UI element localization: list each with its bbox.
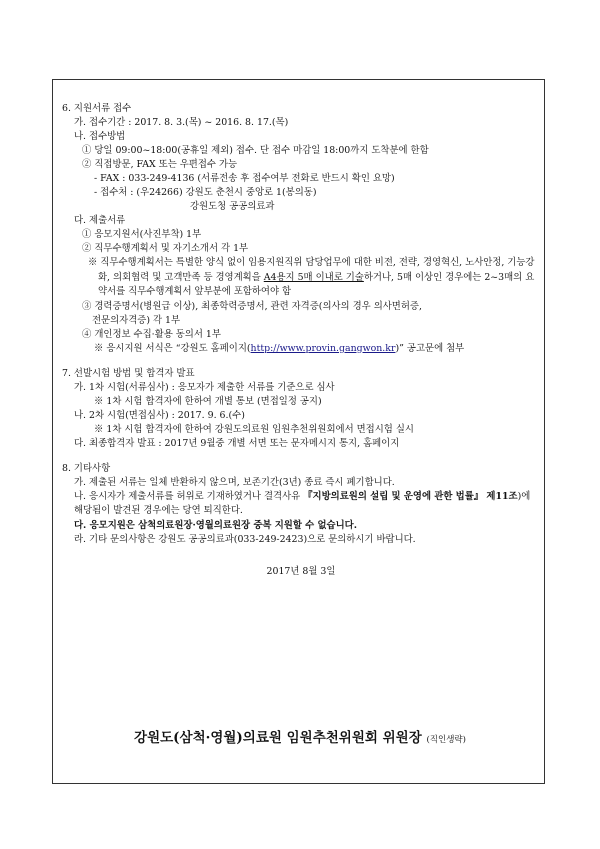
second-exam: 나. 2차 시험(면접심사) : 2017. 9. 6.(수) <box>74 409 245 421</box>
method-2: ② 직접방문, FAX 또는 우편접수 가능 <box>82 159 238 170</box>
doc-1: ① 응모지원서(사진부착) 1부 <box>82 229 202 240</box>
final-announcement: 다. 최종합격자 발표 : 2017년 9월중 개별 서면 또는 문자메시지 통지, 홈페이지 <box>74 437 400 449</box>
document-body <box>62 102 540 579</box>
fax-info: - FAX : 033-249-4136 (서류전송 후 접수여부 전화로 반드시 확인 요망) <box>94 173 395 184</box>
doc-3: ③ 경력증명서(병원급 이상), 최종학력증명서, 관련 자격증(의사의 경우 의사면허증, <box>82 300 422 312</box>
first-exam: 가. 1차 시험(서류심사) : 응모자가 제출한 서류를 기준으로 심사 <box>74 381 335 393</box>
misc-item-b: 나. 응시자가 제출서류를 허위로 기재하였거나 결격사유 『지방의료원의 설립 및 운영에 관한 법률』 제11조)에 해당됨이 발견된 경우에는 당연 퇴직한다. <box>74 490 531 516</box>
seal-omitted: (직인생략) <box>426 735 466 745</box>
document-date: 2017년 8월 3일 <box>266 565 336 577</box>
doc-3-continued: 전문의자격증) 각 1부 <box>92 314 181 326</box>
doc-2: ② 직무수행계획서 및 자기소개서 각 1부 <box>82 243 249 254</box>
doc-4: ④ 개인정보 수집·활용 동의서 1부 <box>82 328 221 340</box>
department: 강원도청 공공의료과 <box>190 201 275 212</box>
docs-title: 다. 제출서류 <box>74 215 126 226</box>
section8-heading: 8. 기타사항 <box>62 462 111 474</box>
misc-item-d: 라. 기타 문의사항은 강원도 공공의료과(033-249-2423)으로 문의하시기 바랍니다. <box>74 533 416 545</box>
address-info: - 접수처 : (우24266) 강원도 춘천시 중앙로 1(봉의동) <box>94 187 317 198</box>
homepage-link[interactable]: http://www.provin.gangwon.kr <box>250 342 396 354</box>
misc-item-a: 가. 제출된 서류는 일체 반환하지 않으며, 보존기간(3년) 종료 즉시 폐기합니다. <box>74 476 395 488</box>
section7-heading: 7. 선발시험 방법 및 합격자 발표 <box>62 367 195 379</box>
section6-heading: 6. 지원서류 접수 <box>62 103 132 114</box>
second-exam-note: ※ 1차 시험 합격자에 한하여 강원도의료원 임원추천위원회에서 면접시험 실시 <box>94 423 414 435</box>
form-note: ※ 응시지원 서식은 “강원도 홈페이지(http://www.provin.gangwon.kr)” 공고문에 첨부 <box>94 342 465 354</box>
misc-item-c: 다. 응모지원은 삼척의료원장·영월의료원장 중복 지원할 수 없습니다. <box>74 519 357 531</box>
signature-block <box>0 726 600 746</box>
application-period: 가. 접수기간 : 2017. 8. 3.(목) ~ 2016. 8. 17.(목) <box>74 117 289 128</box>
first-exam-note: ※ 1차 시험 합격자에 한하여 개별 통보 (면접일정 공지) <box>94 395 322 407</box>
signature-title: 강원도(삼척·영월)의료원 임원추천위원회 위원장 <box>134 730 422 746</box>
method-title: 나. 접수방법 <box>74 131 126 142</box>
doc-2-note: ※ 직무수행계획서는 특별한 양식 없이 임용지원직위 담당업무에 대한 비전, 전략, 경영혁신, 노사안정, 기능강화, 의회협력 및 고객만족 등 경영계획을 A4용지 5매 이내로 기술하거나, 5매 이상인 경우에는 2~3매의 요약서를 직무수행계획서 앞부분에 포함하여야 함 <box>88 257 535 297</box>
method-1: ① 당일 09:00~18:00(공휴일 제외) 접수. 단 접수 마감일 18:00까지 도착분에 한함 <box>82 145 429 156</box>
